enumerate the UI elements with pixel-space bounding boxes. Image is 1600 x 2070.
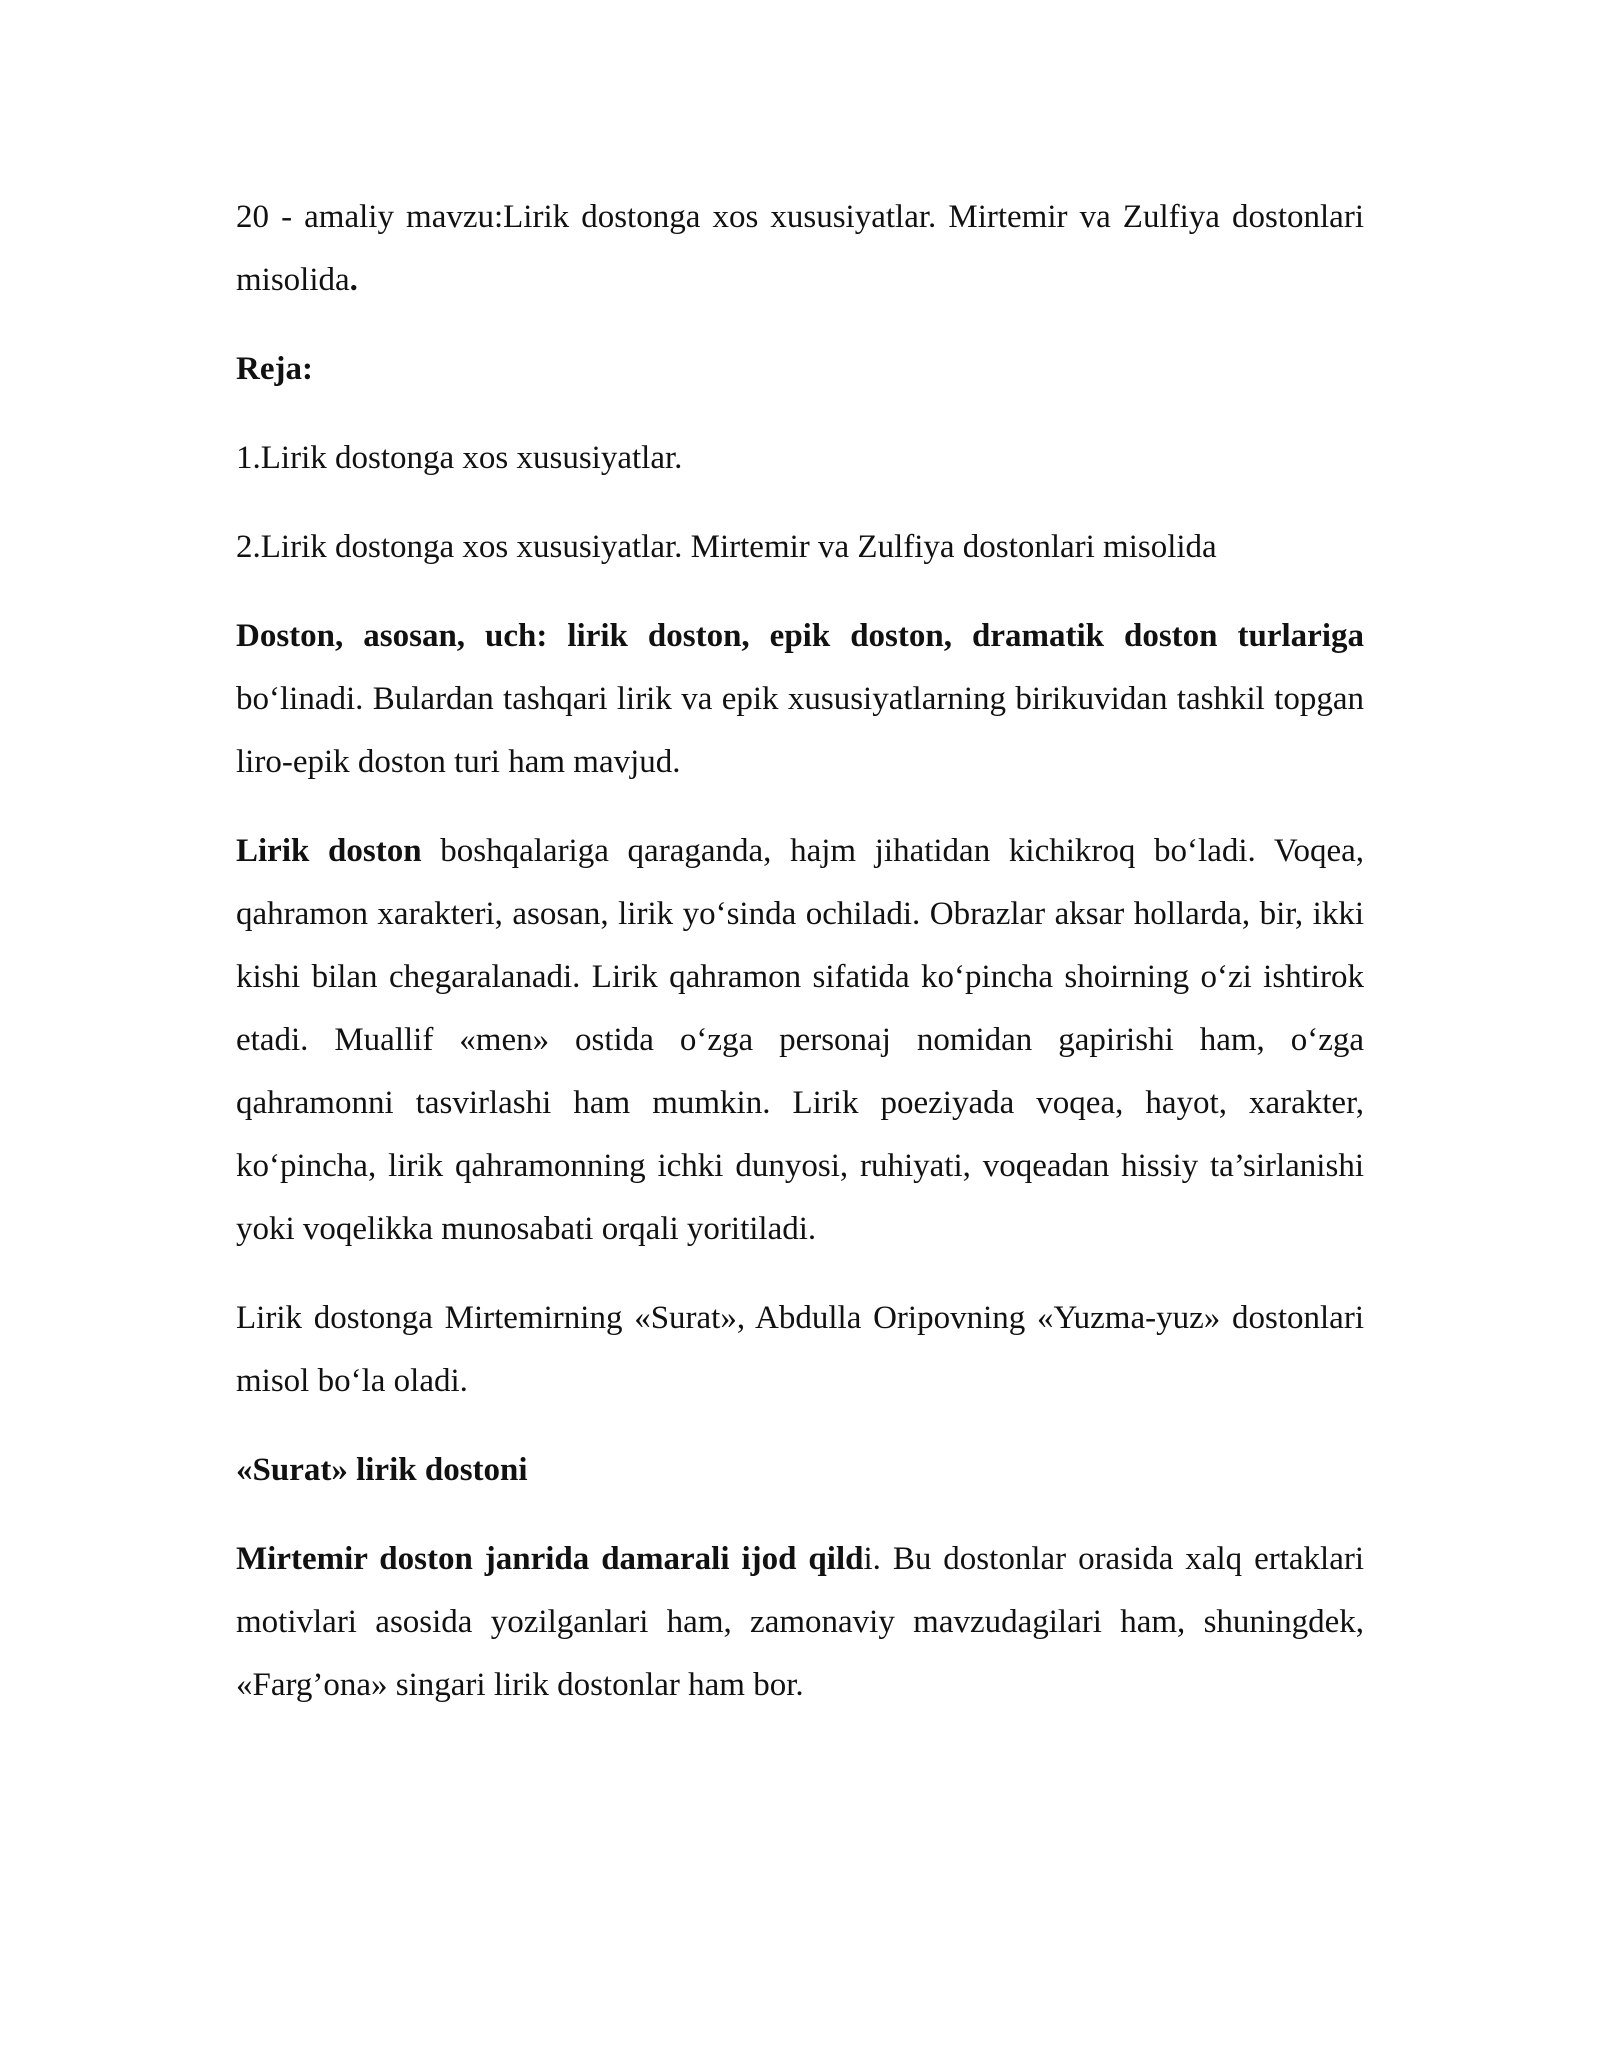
title-end-mark: .	[349, 262, 358, 298]
document-page	[236, 186, 1364, 1743]
surat-heading: «Surat» lirik dostoni	[236, 1452, 528, 1488]
bold-lead: Mirtemir doston janrida damarali ijod qild	[236, 1541, 864, 1577]
paragraph-text: i. Bu dostonlar orasida xalq ertaklari motivlari asosida yozilganlari ham, zamonaviy mavzudagilari ham, shuningdek, «Farg’ona» singari lirik dostonlar ham bor.	[236, 1541, 1364, 1703]
document-title	[236, 186, 1364, 312]
paragraph-text: bo‘linadi. Bulardan tashqari lirik va epik xususiyatlarning birikuvidan tashkil topgan liro-epik doston turi ham mavjud.	[236, 681, 1364, 780]
plan-item: 1.Lirik dostonga xos xususiyatlar.	[236, 440, 683, 476]
plan-item: 2.Lirik dostonga xos xususiyatlar. Mirtemir va Zulfiya dostonlari misolida	[236, 529, 1217, 565]
paragraph-doston-types	[236, 605, 1364, 794]
plan-heading: Reja:	[236, 351, 313, 387]
paragraph-lirik-doston	[236, 820, 1364, 1261]
title-text: 20 - amaliy mavzu:Lirik dostonga xos xususiyatlar. Mirtemir va Zulfiya dostonlari misolida	[236, 199, 1364, 298]
bold-lead: Doston, asosan, uch: lirik doston, epik doston, dramatik doston turlariga	[236, 618, 1364, 654]
paragraph-text: boshqalariga qaraganda, hajm jihatidan kichikroq bo‘ladi. Voqea, qahramon xarakteri, asosan, lirik yo‘sinda ochiladi. Obrazlar aksar hollarda, bir, ikki kishi bilan chegaralanadi. Lirik qahramon sifatida ko‘pincha shoirning o‘zi ishtirok etadi. Muallif «men» ostida o‘zga personaj nomidan gapirishi ham, o‘zga qahramonni tasvirlashi ham mumkin. Lirik poeziyada voqea, hayot, xarakter, ko‘pincha, lirik qahramonning ichki dunyosi, ruhiyati, voqeadan hissiy ta’sirlanishi yoki voqelikka munosabati orqali yoritiladi.	[236, 833, 1364, 1247]
paragraph-mirtemir	[236, 1528, 1364, 1717]
paragraph-examples: Lirik dostonga Mirtemirning «Surat», Abdulla Oripovning «Yuzma-yuz» dostonlari misol bo‘la oladi.	[236, 1300, 1364, 1399]
bold-lead: Lirik doston	[236, 833, 422, 869]
